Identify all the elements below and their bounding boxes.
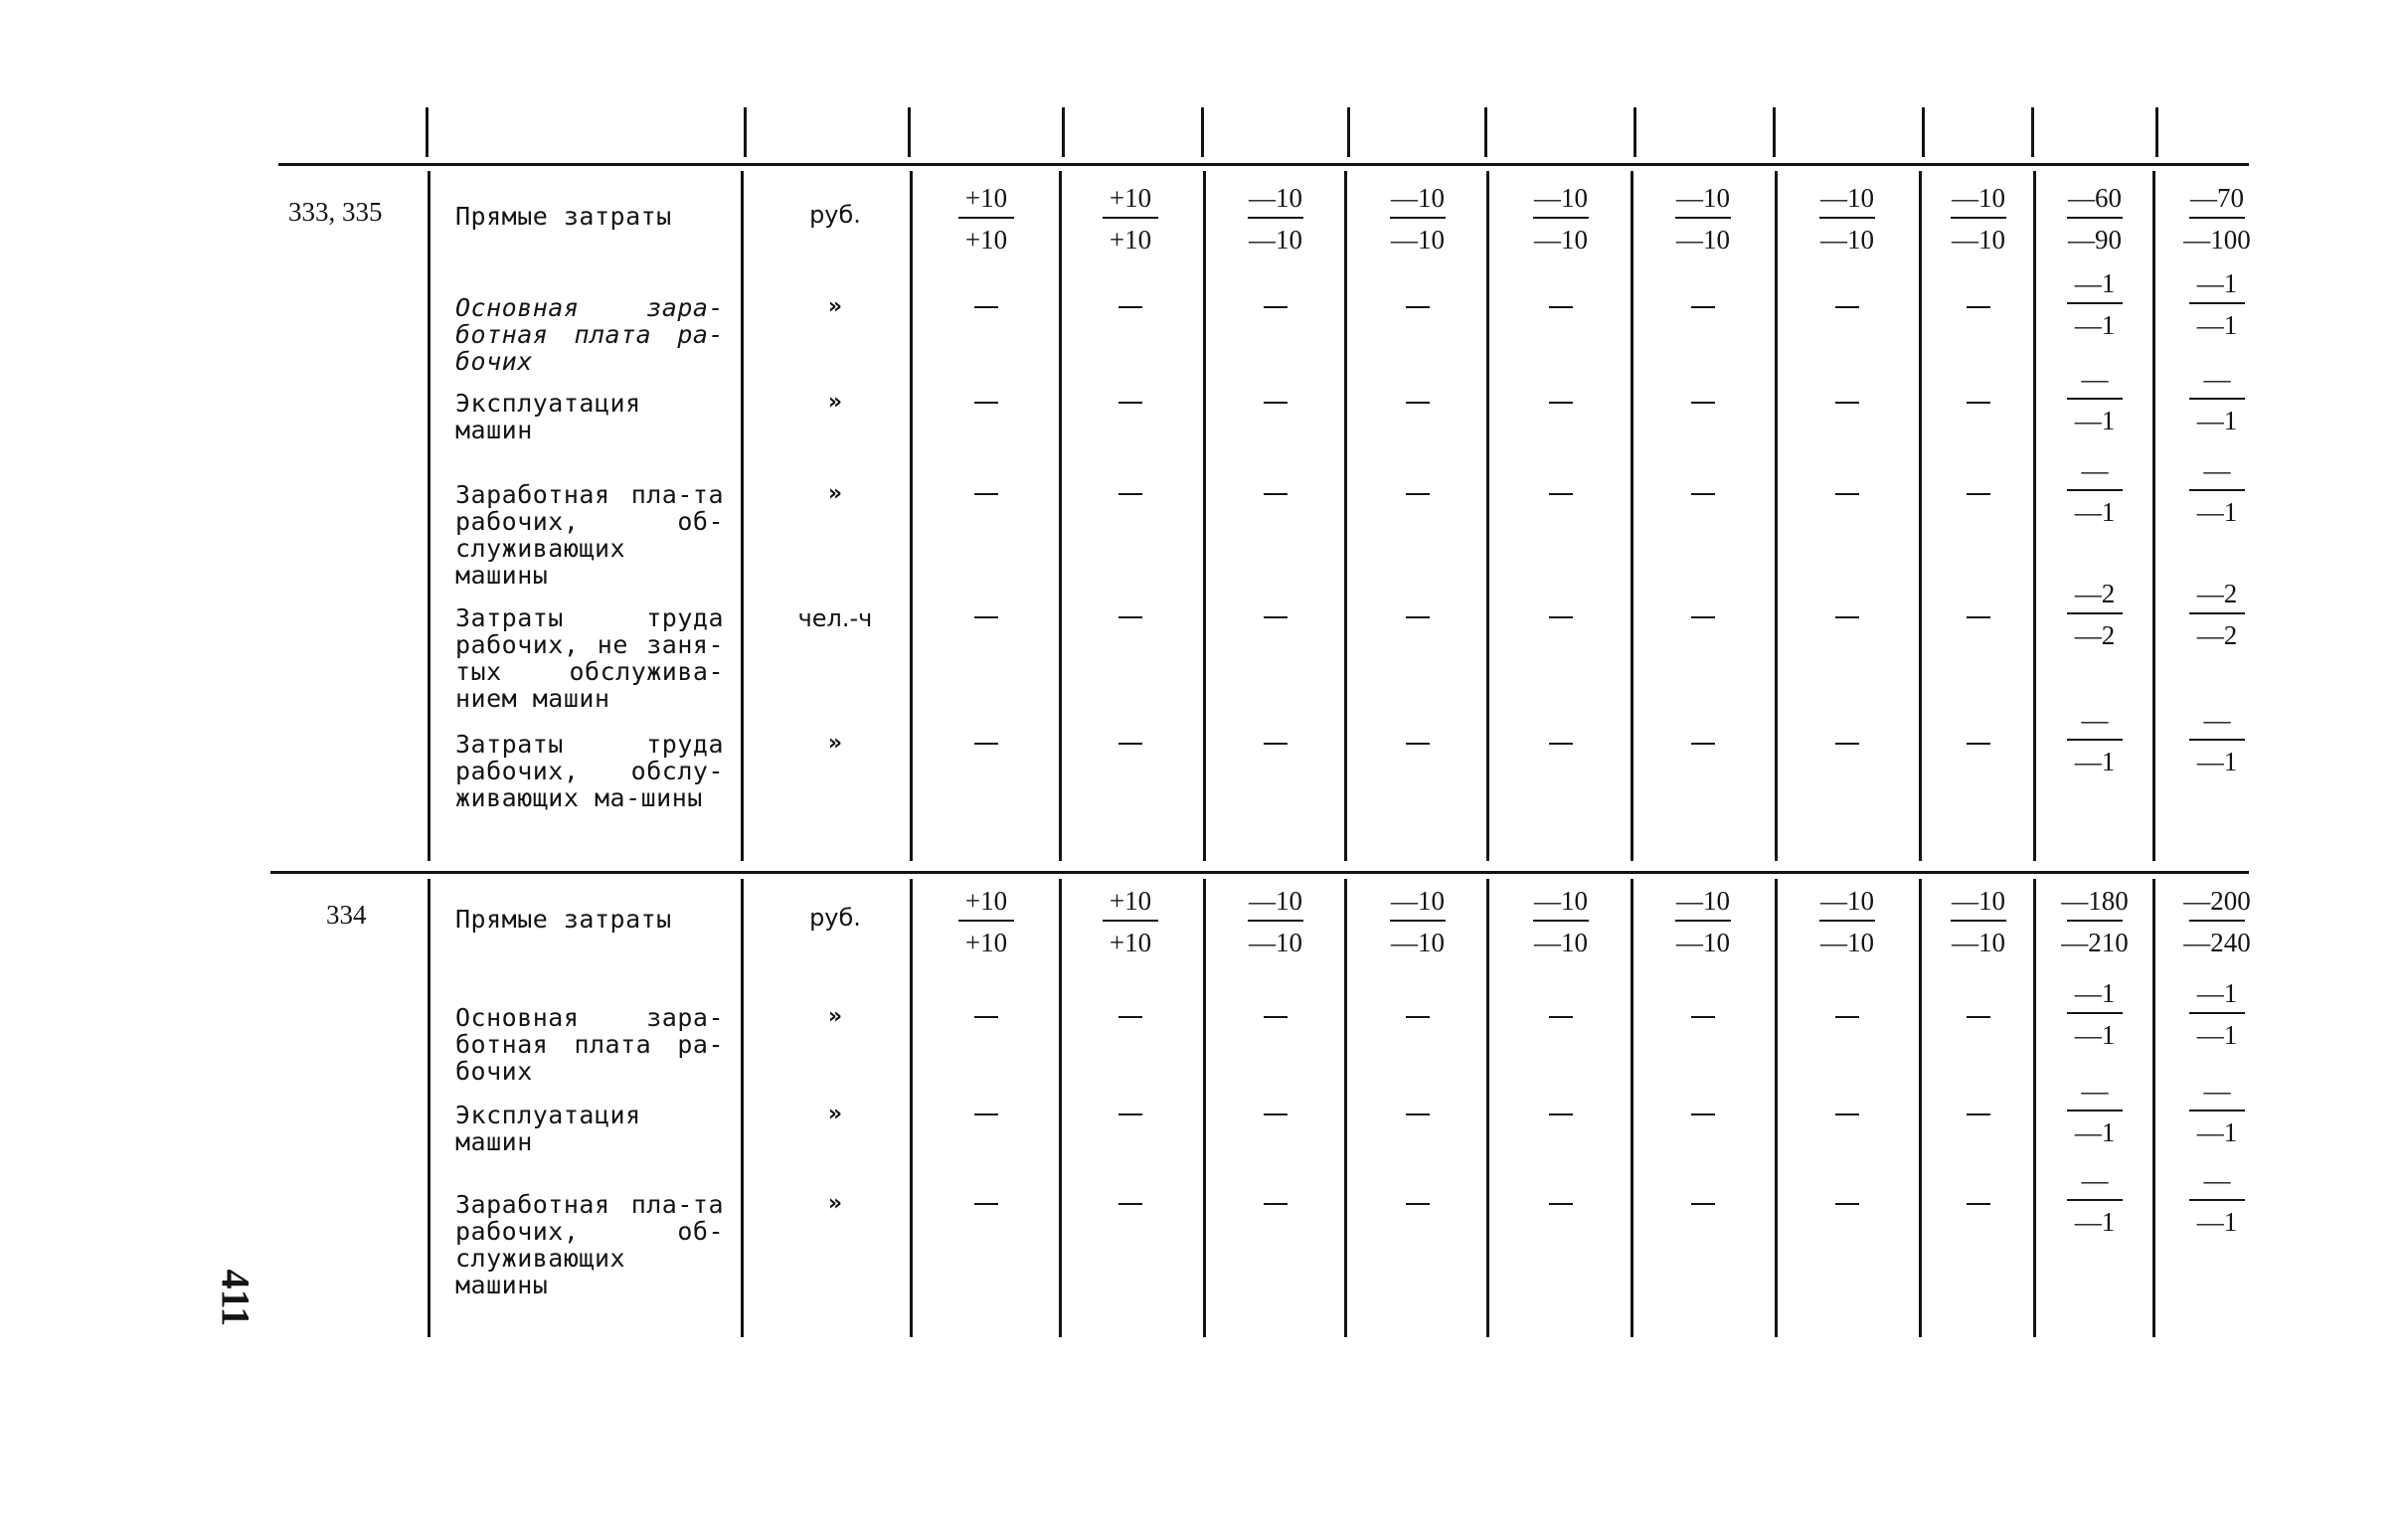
fraction-denominator: —240: [2183, 928, 2251, 957]
fraction-denominator: —1: [2196, 1117, 2238, 1147]
fraction-denominator: —1: [2196, 1207, 2238, 1237]
empty-dash: [1691, 743, 1715, 745]
fraction-denominator: —2: [2074, 620, 2116, 650]
empty-dash: [1967, 616, 1990, 618]
empty-dash: [1835, 616, 1859, 618]
fraction-value: [2050, 705, 2140, 776]
column-divider: [1631, 879, 1633, 1337]
fraction-value: [2050, 364, 2140, 435]
fraction-denominator: —1: [2074, 497, 2116, 527]
fraction-denominator: +10: [1109, 225, 1152, 255]
fraction-value: [2172, 978, 2262, 1050]
column-divider: [1486, 171, 1489, 861]
empty-dash: [1835, 1016, 1859, 1018]
fraction-numerator: —: [2081, 364, 2109, 394]
fraction-numerator: —10: [1820, 183, 1874, 213]
header-column-divider: [2031, 107, 2034, 157]
empty-dash: [974, 616, 998, 618]
empty-dash: [1118, 1203, 1142, 1205]
fraction-numerator: —10: [1391, 183, 1445, 213]
column-divider: [1059, 171, 1062, 861]
empty-dash: [974, 306, 998, 308]
fraction-bar: [2067, 217, 2123, 219]
column-divider: [1344, 879, 1347, 1337]
fraction-numerator: —60: [2068, 183, 2122, 213]
fraction-denominator: —1: [2196, 1020, 2238, 1050]
column-divider: [1775, 879, 1778, 1337]
row-label: Основная зара-ботная плата ра-бочих: [455, 293, 724, 376]
empty-dash: [1118, 1113, 1142, 1115]
empty-dash: [1549, 1203, 1573, 1205]
fraction-value: [2050, 183, 2140, 255]
fraction-value: [2050, 579, 2140, 650]
fraction-denominator: —1: [2196, 406, 2238, 435]
empty-dash: [1967, 493, 1990, 495]
column-divider: [910, 171, 913, 861]
column-divider: [910, 879, 913, 1337]
fraction-value: [1231, 183, 1320, 255]
fraction-numerator: —1: [2196, 978, 2238, 1008]
fraction-value: [942, 183, 1031, 255]
fraction-value: [1658, 183, 1748, 255]
row-label: Затраты труда рабочих, обслу-живающих ма-шины: [455, 730, 724, 812]
empty-dash: [1264, 306, 1288, 308]
fraction-bar: [2067, 302, 2123, 304]
fraction-numerator: —10: [1534, 886, 1588, 916]
fraction-denominator: —10: [1952, 928, 2005, 957]
fraction-numerator: —: [2203, 705, 2231, 735]
fraction-numerator: —1: [2074, 268, 2116, 298]
column-divider: [428, 879, 430, 1337]
empty-dash: [974, 402, 998, 404]
unit-cell: »: [827, 1004, 843, 1029]
fraction-bar: [2067, 1199, 2123, 1201]
column-divider: [1919, 879, 1922, 1337]
empty-dash: [1691, 616, 1715, 618]
fraction-value: [2050, 1076, 2140, 1147]
block-separator-rule: [270, 871, 2249, 874]
fraction-denominator: —10: [1534, 225, 1588, 255]
empty-dash: [1967, 306, 1990, 308]
column-divider: [2152, 879, 2155, 1337]
fraction-value: [942, 886, 1031, 957]
fraction-denominator: —10: [1391, 225, 1445, 255]
fraction-value: [2172, 268, 2262, 340]
empty-dash: [974, 1016, 998, 1018]
empty-dash: [1967, 1203, 1990, 1205]
fraction-value: [1086, 183, 1175, 255]
header-column-divider: [908, 107, 911, 157]
block-separator-rule: [278, 163, 2249, 166]
fraction-denominator: —1: [2074, 1020, 2116, 1050]
fraction-denominator: —10: [1676, 928, 1730, 957]
fraction-numerator: —: [2203, 455, 2231, 485]
fraction-denominator: —10: [1952, 225, 2005, 255]
row-label: Прямые затраты: [455, 905, 672, 934]
fraction-numerator: —200: [2183, 886, 2251, 916]
empty-dash: [1118, 616, 1142, 618]
fraction-numerator: —: [2081, 1165, 2109, 1195]
empty-dash: [1406, 1113, 1430, 1115]
empty-dash: [1549, 402, 1573, 404]
empty-dash: [1118, 493, 1142, 495]
fraction-bar: [958, 217, 1014, 219]
fraction-numerator: —10: [1676, 886, 1730, 916]
empty-dash: [1691, 493, 1715, 495]
fraction-bar: [2067, 920, 2123, 922]
fraction-value: [2172, 183, 2262, 255]
fraction-bar: [1103, 920, 1158, 922]
fraction-denominator: —1: [2074, 406, 2116, 435]
fraction-bar: [2189, 217, 2245, 219]
fraction-denominator: —90: [2068, 225, 2122, 255]
fraction-value: [2050, 886, 2140, 957]
column-divider: [1344, 171, 1347, 861]
fraction-numerator: —10: [1952, 183, 2005, 213]
column-divider: [2152, 171, 2155, 861]
fraction-numerator: —10: [1249, 183, 1302, 213]
empty-dash: [1118, 306, 1142, 308]
fraction-denominator: —100: [2183, 225, 2251, 255]
empty-dash: [1264, 743, 1288, 745]
fraction-numerator: —70: [2190, 183, 2244, 213]
fraction-denominator: —10: [1534, 928, 1588, 957]
fraction-bar: [2189, 1110, 2245, 1112]
fraction-value: [1373, 886, 1462, 957]
empty-dash: [974, 1203, 998, 1205]
fraction-value: [2172, 1165, 2262, 1237]
empty-dash: [1406, 493, 1430, 495]
empty-dash: [1264, 616, 1288, 618]
fraction-bar: [1533, 217, 1589, 219]
fraction-numerator: —2: [2074, 579, 2116, 608]
fraction-denominator: —10: [1249, 928, 1302, 957]
fraction-numerator: +10: [1109, 183, 1152, 213]
fraction-denominator: —1: [2074, 1117, 2116, 1147]
fraction-bar: [1390, 217, 1446, 219]
column-divider: [1631, 171, 1633, 861]
column-divider: [1919, 171, 1922, 861]
empty-dash: [1549, 616, 1573, 618]
fraction-bar: [2189, 1199, 2245, 1201]
fraction-bar: [1248, 920, 1303, 922]
fraction-value: [1803, 886, 1892, 957]
fraction-denominator: —1: [2074, 747, 2116, 776]
unit-cell: руб.: [809, 904, 861, 932]
fraction-bar: [2067, 1012, 2123, 1014]
empty-dash: [1264, 402, 1288, 404]
fraction-denominator: —10: [1820, 225, 1874, 255]
fraction-denominator: —1: [2196, 747, 2238, 776]
fraction-numerator: —10: [1676, 183, 1730, 213]
column-divider: [1203, 879, 1206, 1337]
header-column-divider: [426, 107, 429, 157]
column-divider: [2033, 171, 2036, 861]
empty-dash: [1549, 743, 1573, 745]
fraction-denominator: +10: [1109, 928, 1152, 957]
fraction-numerator: —1: [2196, 268, 2238, 298]
header-column-divider: [1484, 107, 1487, 157]
fraction-bar: [2189, 398, 2245, 400]
column-divider: [741, 171, 744, 861]
fraction-value: [2172, 455, 2262, 527]
header-column-divider: [2155, 107, 2158, 157]
fraction-numerator: —10: [1952, 886, 2005, 916]
header-column-divider: [1922, 107, 1925, 157]
fraction-value: [2172, 886, 2262, 957]
fraction-numerator: —10: [1820, 886, 1874, 916]
empty-dash: [1264, 1203, 1288, 1205]
fraction-bar: [1819, 217, 1875, 219]
item-number: 334: [326, 900, 367, 930]
fraction-bar: [2189, 302, 2245, 304]
row-label: Затраты труда рабочих, не заня-тых обслужива-нием машин: [455, 603, 724, 713]
fraction-denominator: —1: [2074, 310, 2116, 340]
empty-dash: [1264, 1016, 1288, 1018]
empty-dash: [1691, 306, 1715, 308]
page-number: 411: [213, 1269, 258, 1327]
empty-dash: [1549, 1113, 1573, 1115]
empty-dash: [1835, 402, 1859, 404]
fraction-numerator: +10: [1109, 886, 1152, 916]
row-label: Заработная пла-та рабочих, об-служивающих машины: [455, 480, 724, 590]
empty-dash: [1691, 402, 1715, 404]
unit-cell: »: [827, 481, 843, 506]
empty-dash: [1835, 743, 1859, 745]
fraction-bar: [2067, 1110, 2123, 1112]
fraction-value: [1231, 886, 1320, 957]
empty-dash: [1967, 402, 1990, 404]
unit-cell: »: [827, 390, 843, 415]
fraction-numerator: —180: [2061, 886, 2129, 916]
column-divider: [1486, 879, 1489, 1337]
fraction-value: [2050, 455, 2140, 527]
fraction-numerator: —10: [1534, 183, 1588, 213]
fraction-denominator: —10: [1676, 225, 1730, 255]
unit-cell: »: [827, 294, 843, 319]
fraction-bar: [2189, 1012, 2245, 1014]
empty-dash: [1835, 493, 1859, 495]
empty-dash: [974, 493, 998, 495]
column-divider: [1059, 879, 1062, 1337]
column-divider: [1775, 171, 1778, 861]
fraction-bar: [1675, 217, 1731, 219]
row-label: Эксплуатация машин: [455, 389, 641, 444]
empty-dash: [1691, 1203, 1715, 1205]
item-number: 333, 335: [288, 197, 383, 227]
empty-dash: [1967, 743, 1990, 745]
fraction-bar: [1951, 217, 2006, 219]
fraction-value: [2050, 1165, 2140, 1237]
fraction-numerator: —: [2081, 705, 2109, 735]
fraction-numerator: —1: [2074, 978, 2116, 1008]
empty-dash: [1406, 1016, 1430, 1018]
fraction-bar: [2067, 612, 2123, 614]
empty-dash: [1967, 1016, 1990, 1018]
empty-dash: [1549, 493, 1573, 495]
fraction-denominator: —1: [2196, 310, 2238, 340]
fraction-denominator: +10: [964, 225, 1008, 255]
fraction-denominator: —10: [1249, 225, 1302, 255]
fraction-bar: [2189, 612, 2245, 614]
fraction-denominator: —10: [1391, 928, 1445, 957]
fraction-denominator: —1: [2074, 1207, 2116, 1237]
empty-dash: [1835, 1113, 1859, 1115]
row-label: Заработная пла-та рабочих, об-служивающих машины: [455, 1190, 724, 1299]
unit-cell: руб.: [809, 201, 861, 229]
row-label: Основная зара-ботная плата ра-бочих: [455, 1003, 724, 1086]
empty-dash: [1406, 743, 1430, 745]
fraction-bar: [1248, 217, 1303, 219]
fraction-denominator: —2: [2196, 620, 2238, 650]
fraction-value: [2172, 579, 2262, 650]
fraction-value: [1373, 183, 1462, 255]
fraction-denominator: —210: [2061, 928, 2129, 957]
column-divider: [428, 171, 430, 861]
fraction-denominator: +10: [964, 928, 1008, 957]
fraction-value: [1516, 886, 1606, 957]
fraction-bar: [2189, 739, 2245, 741]
empty-dash: [1691, 1113, 1715, 1115]
column-divider: [1203, 171, 1206, 861]
empty-dash: [1118, 1016, 1142, 1018]
fraction-denominator: —10: [1820, 928, 1874, 957]
fraction-numerator: —2: [2196, 579, 2238, 608]
empty-dash: [1549, 1016, 1573, 1018]
empty-dash: [1118, 402, 1142, 404]
row-label: Эксплуатация машин: [455, 1101, 641, 1156]
column-divider: [2033, 879, 2036, 1337]
fraction-numerator: —: [2203, 364, 2231, 394]
empty-dash: [974, 743, 998, 745]
fraction-bar: [2189, 489, 2245, 491]
fraction-numerator: —: [2203, 1165, 2231, 1195]
row-label: Прямые затраты: [455, 202, 672, 231]
fraction-numerator: —10: [1249, 886, 1302, 916]
header-column-divider: [1633, 107, 1636, 157]
fraction-value: [1934, 183, 2023, 255]
fraction-bar: [1390, 920, 1446, 922]
header-column-divider: [1773, 107, 1776, 157]
fraction-denominator: —1: [2196, 497, 2238, 527]
fraction-value: [1658, 886, 1748, 957]
fraction-value: [2050, 268, 2140, 340]
header-column-divider: [1347, 107, 1350, 157]
unit-cell: чел.-ч: [797, 604, 873, 632]
fraction-value: [2050, 978, 2140, 1050]
fraction-bar: [2189, 920, 2245, 922]
unit-cell: »: [827, 731, 843, 756]
header-column-divider: [744, 107, 747, 157]
fraction-value: [2172, 1076, 2262, 1147]
fraction-bar: [2067, 489, 2123, 491]
fraction-numerator: —: [2081, 455, 2109, 485]
fraction-bar: [1103, 217, 1158, 219]
empty-dash: [1835, 1203, 1859, 1205]
fraction-value: [1516, 183, 1606, 255]
fraction-bar: [1951, 920, 2006, 922]
fraction-numerator: +10: [964, 886, 1008, 916]
fraction-bar: [1533, 920, 1589, 922]
fraction-bar: [958, 920, 1014, 922]
fraction-value: [1086, 886, 1175, 957]
fraction-numerator: —: [2203, 1076, 2231, 1106]
fraction-bar: [1675, 920, 1731, 922]
unit-cell: »: [827, 1191, 843, 1216]
empty-dash: [974, 1113, 998, 1115]
empty-dash: [1406, 616, 1430, 618]
fraction-bar: [2067, 739, 2123, 741]
empty-dash: [1118, 743, 1142, 745]
header-column-divider: [1201, 107, 1204, 157]
empty-dash: [1967, 1113, 1990, 1115]
fraction-numerator: —: [2081, 1076, 2109, 1106]
fraction-numerator: —10: [1391, 886, 1445, 916]
fraction-value: [2172, 364, 2262, 435]
column-divider: [741, 879, 744, 1337]
unit-cell: »: [827, 1102, 843, 1126]
fraction-value: [2172, 705, 2262, 776]
empty-dash: [1549, 306, 1573, 308]
fraction-value: [1934, 886, 2023, 957]
empty-dash: [1835, 306, 1859, 308]
fraction-bar: [1819, 920, 1875, 922]
fraction-value: [1803, 183, 1892, 255]
empty-dash: [1264, 1113, 1288, 1115]
empty-dash: [1406, 306, 1430, 308]
empty-dash: [1406, 402, 1430, 404]
fraction-bar: [2067, 398, 2123, 400]
fraction-numerator: +10: [964, 183, 1008, 213]
empty-dash: [1691, 1016, 1715, 1018]
header-column-divider: [1062, 107, 1065, 157]
empty-dash: [1406, 1203, 1430, 1205]
empty-dash: [1264, 493, 1288, 495]
